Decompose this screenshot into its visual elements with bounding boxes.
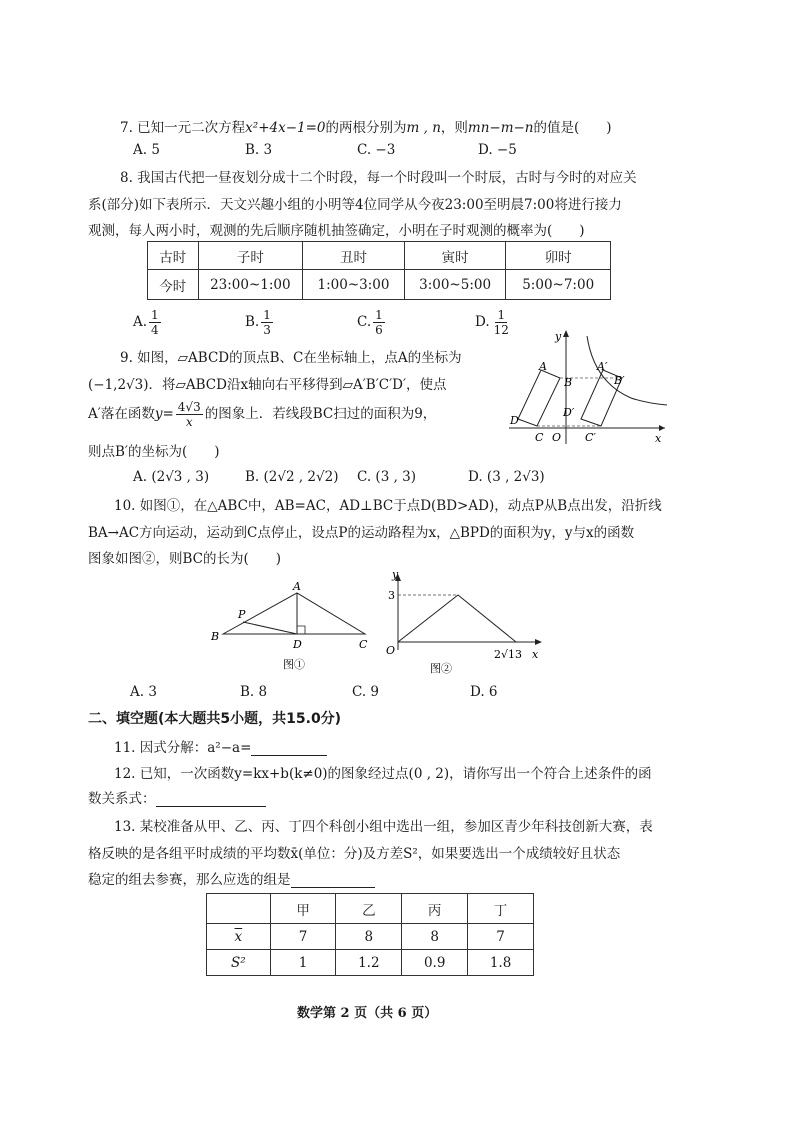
q13-line3: 稳定的组去参赛，那么应选的组是 (88, 868, 375, 888)
q7-option-c: C. −3 (357, 142, 396, 158)
figure1-caption: 图① (283, 658, 305, 671)
label-d: D (293, 638, 302, 651)
label-d-prime: D′ (563, 406, 575, 419)
label-ymax: 3 (388, 589, 395, 602)
q9-option-a: A. (2√3 , 3) (133, 469, 210, 485)
q8-line3: 观测，每人两小时，观测的先后顺序随机抽签确定，小明在子时观测的概率为( ) (88, 223, 585, 239)
table-cell: 丑时 (303, 242, 405, 270)
q8-line2: 系(部分)如下表所示．天文兴趣小组的小明等4位同学从今夜23:00至明晨7:00将进行接力 (88, 197, 622, 213)
table-cell: 甲 (270, 894, 336, 924)
table-cell: 0.9 (402, 950, 468, 976)
label-xend: 2√13 (494, 648, 523, 661)
q8-time-table (147, 241, 611, 300)
q7-option-d: D. −5 (478, 142, 517, 158)
q7-stem: 7. 已知一元二次方程x²+4x−1=0的两根分别为m , n，则mn−m−n的值是( ) (120, 120, 612, 136)
figure2-caption: 图② (430, 662, 452, 675)
label-p: P (238, 608, 246, 621)
q10-figure2 (382, 566, 552, 676)
q9-option-d: D. (3 , 2√3) (468, 469, 545, 485)
label-a: A (539, 360, 547, 373)
label-x: x (655, 432, 662, 445)
label-o: O (552, 431, 562, 444)
label-x: x (532, 648, 539, 661)
q10-option-c: C. 9 (352, 684, 380, 700)
q10-option-d: D. 6 (470, 684, 498, 700)
q9-line1: 9. 如图，▱ABCD的顶点B、C在坐标轴上，点A的坐标为 (120, 350, 462, 366)
answer-blank[interactable] (251, 741, 327, 756)
label-c-prime: C′ (585, 431, 596, 444)
label-b-prime: B′ (614, 374, 625, 387)
q10-option-b: B. 8 (240, 684, 268, 700)
q13-line2: 格反映的是各组平时成绩的平均数x̄(单位：分)及方差S²，如果要选出一个成绩较好且状态 (88, 846, 621, 862)
table-cell: 今时 (148, 270, 199, 300)
table-cell: 3:00~5:00 (404, 270, 506, 300)
q8-option-a: A. $\frac{1}{4}$ (133, 308, 159, 337)
q9-option-b: B. (2√2 , 2√2) (245, 469, 339, 485)
label-a: A (293, 580, 301, 593)
label-d: D (510, 414, 519, 427)
table-cell: 5:00~7:00 (506, 270, 611, 300)
q12-line2: 数关系式： (88, 787, 266, 807)
table-cell: 7 (468, 924, 534, 950)
table-cell: 乙 (336, 894, 402, 924)
table-cell: 8 (336, 924, 402, 950)
table-cell: 古时 (148, 242, 199, 270)
page-footer: 数学第 2 页（共 6 页） (297, 1006, 438, 1021)
q8-line1: 8. 我国古代把一昼夜划分成十二个时段，每一个时段叫一个时辰，古时与今时的对应关 (120, 170, 637, 186)
table-cell: 子时 (198, 242, 303, 270)
x-axis-arrow-icon (535, 639, 542, 645)
function-graph (398, 595, 516, 642)
label-b: B (564, 376, 573, 389)
label-y: y (555, 330, 562, 343)
label-b: B (211, 630, 220, 643)
answer-blank[interactable] (291, 873, 375, 888)
q7-option-b: B. 3 (245, 142, 273, 158)
q7-option-a: A. 5 (133, 142, 160, 158)
q8-option-c: C. $\frac{1}{6}$ (357, 308, 383, 337)
q9-figure (505, 326, 675, 448)
table-cell: 卯时 (506, 242, 611, 270)
q10-option-a: A. 3 (130, 684, 157, 700)
table-cell: S² (207, 950, 271, 976)
table-cell: 丙 (402, 894, 468, 924)
q9-option-c: C. (3 , 3) (357, 469, 417, 485)
section-heading: 二、填空题(本大题共5小题，共15.0分) (88, 711, 342, 727)
q12-line1: 12. 已知，一次函数y=kx+b(k≠0)的图象经过点(0 , 2)，请你写出一个符合上述条件的函 (114, 766, 652, 782)
table-cell: 8 (402, 924, 468, 950)
q10-line3: 图象如图②，则BC的长为( ) (88, 551, 282, 567)
q9-line2: (−1,2√3)．将▱ABCD沿x轴向右平移得到▱A′B′C′D′，使点 (88, 377, 447, 393)
label-o: O (386, 644, 396, 657)
answer-blank[interactable] (156, 792, 266, 807)
y-axis-arrow-icon (563, 330, 569, 337)
label-c: C (535, 431, 544, 444)
table-cell: 23:00~1:00 (198, 270, 303, 300)
table-cell: $\overline{x}$ (207, 924, 271, 950)
q10-figure1 (205, 580, 375, 672)
q8-option-d: D. $\frac{1}{12}$ (475, 308, 509, 337)
segment-pd (243, 622, 297, 634)
table-cell: 7 (270, 924, 336, 950)
q13-score-table (206, 893, 534, 976)
q13-line1: 13. 某校准备从甲、乙、丙、丁四个科创小组中选出一组，参加区青少年科技创新大赛，表 (114, 819, 653, 835)
right-angle-mark (297, 626, 305, 634)
table-cell: 寅时 (404, 242, 506, 270)
label-y: y (392, 568, 399, 581)
label-a-prime: A′ (597, 360, 608, 373)
q10-line1: 10. 如图①，在△ABC中，AB=AC，AD⊥BC于点D(BD>AD)，动点P从B点出发，沿折线 (114, 498, 662, 514)
parallelogram-abcd (518, 370, 560, 426)
table-cell: 1:00~3:00 (303, 270, 405, 300)
x-axis-arrow-icon (659, 425, 665, 431)
q9-line3: A′落在函数y= $\frac{4√3}{x}$ 的图象上．若线段BC扫过的面积为9， (88, 400, 437, 429)
table-cell: 1.2 (336, 950, 402, 976)
q9-line4: 则点B′的坐标为( ) (88, 444, 220, 460)
label-c: C (359, 638, 368, 651)
table-cell: 丁 (468, 894, 534, 924)
q11-stem: 11. 因式分解：a²−a= (114, 736, 327, 756)
table-cell: 1 (270, 950, 336, 976)
q8-option-b: B. $\frac{1}{3}$ (245, 308, 271, 337)
table-cell: 1.8 (468, 950, 534, 976)
q10-line2: BA→AC方向运动，运动到C点停止，设点P的运动路程为x，△BPD的面积为y，y与x的函数 (88, 525, 635, 541)
table-cell (207, 894, 271, 924)
